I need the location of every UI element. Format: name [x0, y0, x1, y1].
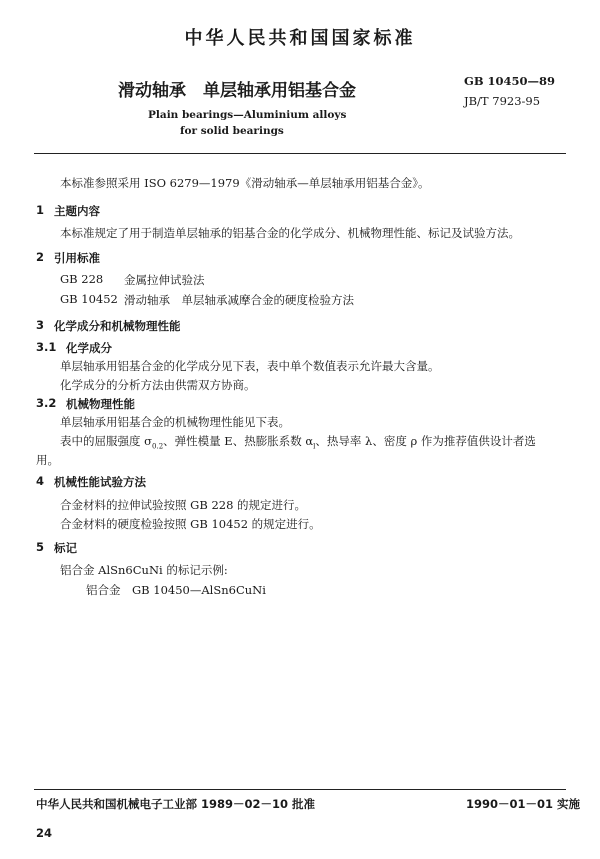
section-5-line1: 铝合金 AlSn6CuNi 的标记示例:: [60, 563, 228, 577]
section-2-title: 引用标准: [54, 251, 100, 265]
section-3-number: 3: [36, 318, 45, 332]
section-1-text: 本标准规定了用于制造单层轴承的铝基合金的化学成分、机械物理性能、标记及试验方法。: [60, 226, 520, 240]
section-4-line1: 合金材料的拉伸试验按照 GB 228 的规定进行。: [60, 498, 307, 512]
section-5-number: 5: [36, 540, 45, 554]
reference-name: 金属拉伸试验法: [124, 273, 205, 287]
reference-code: GB 10452: [60, 292, 118, 306]
section-4-number: 4: [36, 474, 45, 488]
subsection-3-2-title: 机械物理性能: [66, 397, 135, 411]
line2-part-c: 、热导率 λ、密度 ρ 作为推荐值供设计者选: [315, 434, 536, 448]
subsection-3-1-title: 化学成分: [66, 341, 112, 355]
national-standard-heading: 中华人民共和国国家标准: [184, 28, 416, 49]
effective-date: 1990－01－01 实施: [466, 797, 581, 811]
yield-strength-subscript: 0.2: [152, 442, 164, 451]
approval-line: 中华人民共和国机械电子工业部 1989－02－10 批准: [36, 797, 316, 811]
section-5-title: 标记: [54, 541, 77, 555]
page-number: 24: [36, 826, 53, 840]
subsection-3-2-line2: [60, 433, 536, 450]
intro-text: 本标准参照采用 ISO 6279—1979《滑动轴承—单层轴承用铝基合金》。: [60, 176, 430, 190]
subsection-3-1-number: 3.1: [36, 340, 57, 354]
standard-number: GB 10450—89: [464, 74, 556, 88]
line2-part-a: 表中的屈服强度 σ: [60, 434, 153, 448]
english-title-line1: Plain bearings—Aluminium alloys: [148, 109, 347, 121]
header-rule: [34, 153, 566, 154]
section-2-number: 2: [36, 250, 45, 264]
expansion-subscript: l: [313, 442, 316, 451]
reference-code: GB 228: [60, 272, 104, 286]
subsection-3-2-number: 3.2: [36, 396, 57, 410]
document-title: 滑动轴承 单层轴承用铝基合金: [118, 81, 356, 101]
english-title-line2: for solid bearings: [180, 125, 284, 137]
line2-part-b: 、弹性模量 E、热膨胀系数 α: [163, 434, 314, 448]
reference-name: 滑动轴承 单层轴承减摩合金的硬度检验方法: [124, 293, 354, 307]
section-4-line2: 合金材料的硬度检验按照 GB 10452 的规定进行。: [60, 517, 321, 531]
section-1-title: 主题内容: [54, 204, 100, 218]
section-1-number: 1: [36, 203, 45, 217]
standard-alt-number: JB/T 7923-95: [464, 94, 541, 108]
subsection-3-1-line1: 单层轴承用铝基合金的化学成分见下表，表中单个数值表示允许最大含量。: [60, 359, 440, 373]
section-4-title: 机械性能试验方法: [54, 475, 146, 489]
subsection-3-2-line3: 用。: [36, 453, 59, 467]
footer-rule: [34, 789, 566, 790]
section-5-line2: 铝合金 GB 10450—AlSn6CuNi: [86, 583, 266, 597]
subsection-3-2-line1: 单层轴承用铝基合金的机械物理性能见下表。: [60, 415, 290, 429]
section-3-title: 化学成分和机械物理性能: [54, 319, 181, 333]
subsection-3-1-line2: 化学成分的分析方法由供需双方协商。: [60, 378, 256, 392]
